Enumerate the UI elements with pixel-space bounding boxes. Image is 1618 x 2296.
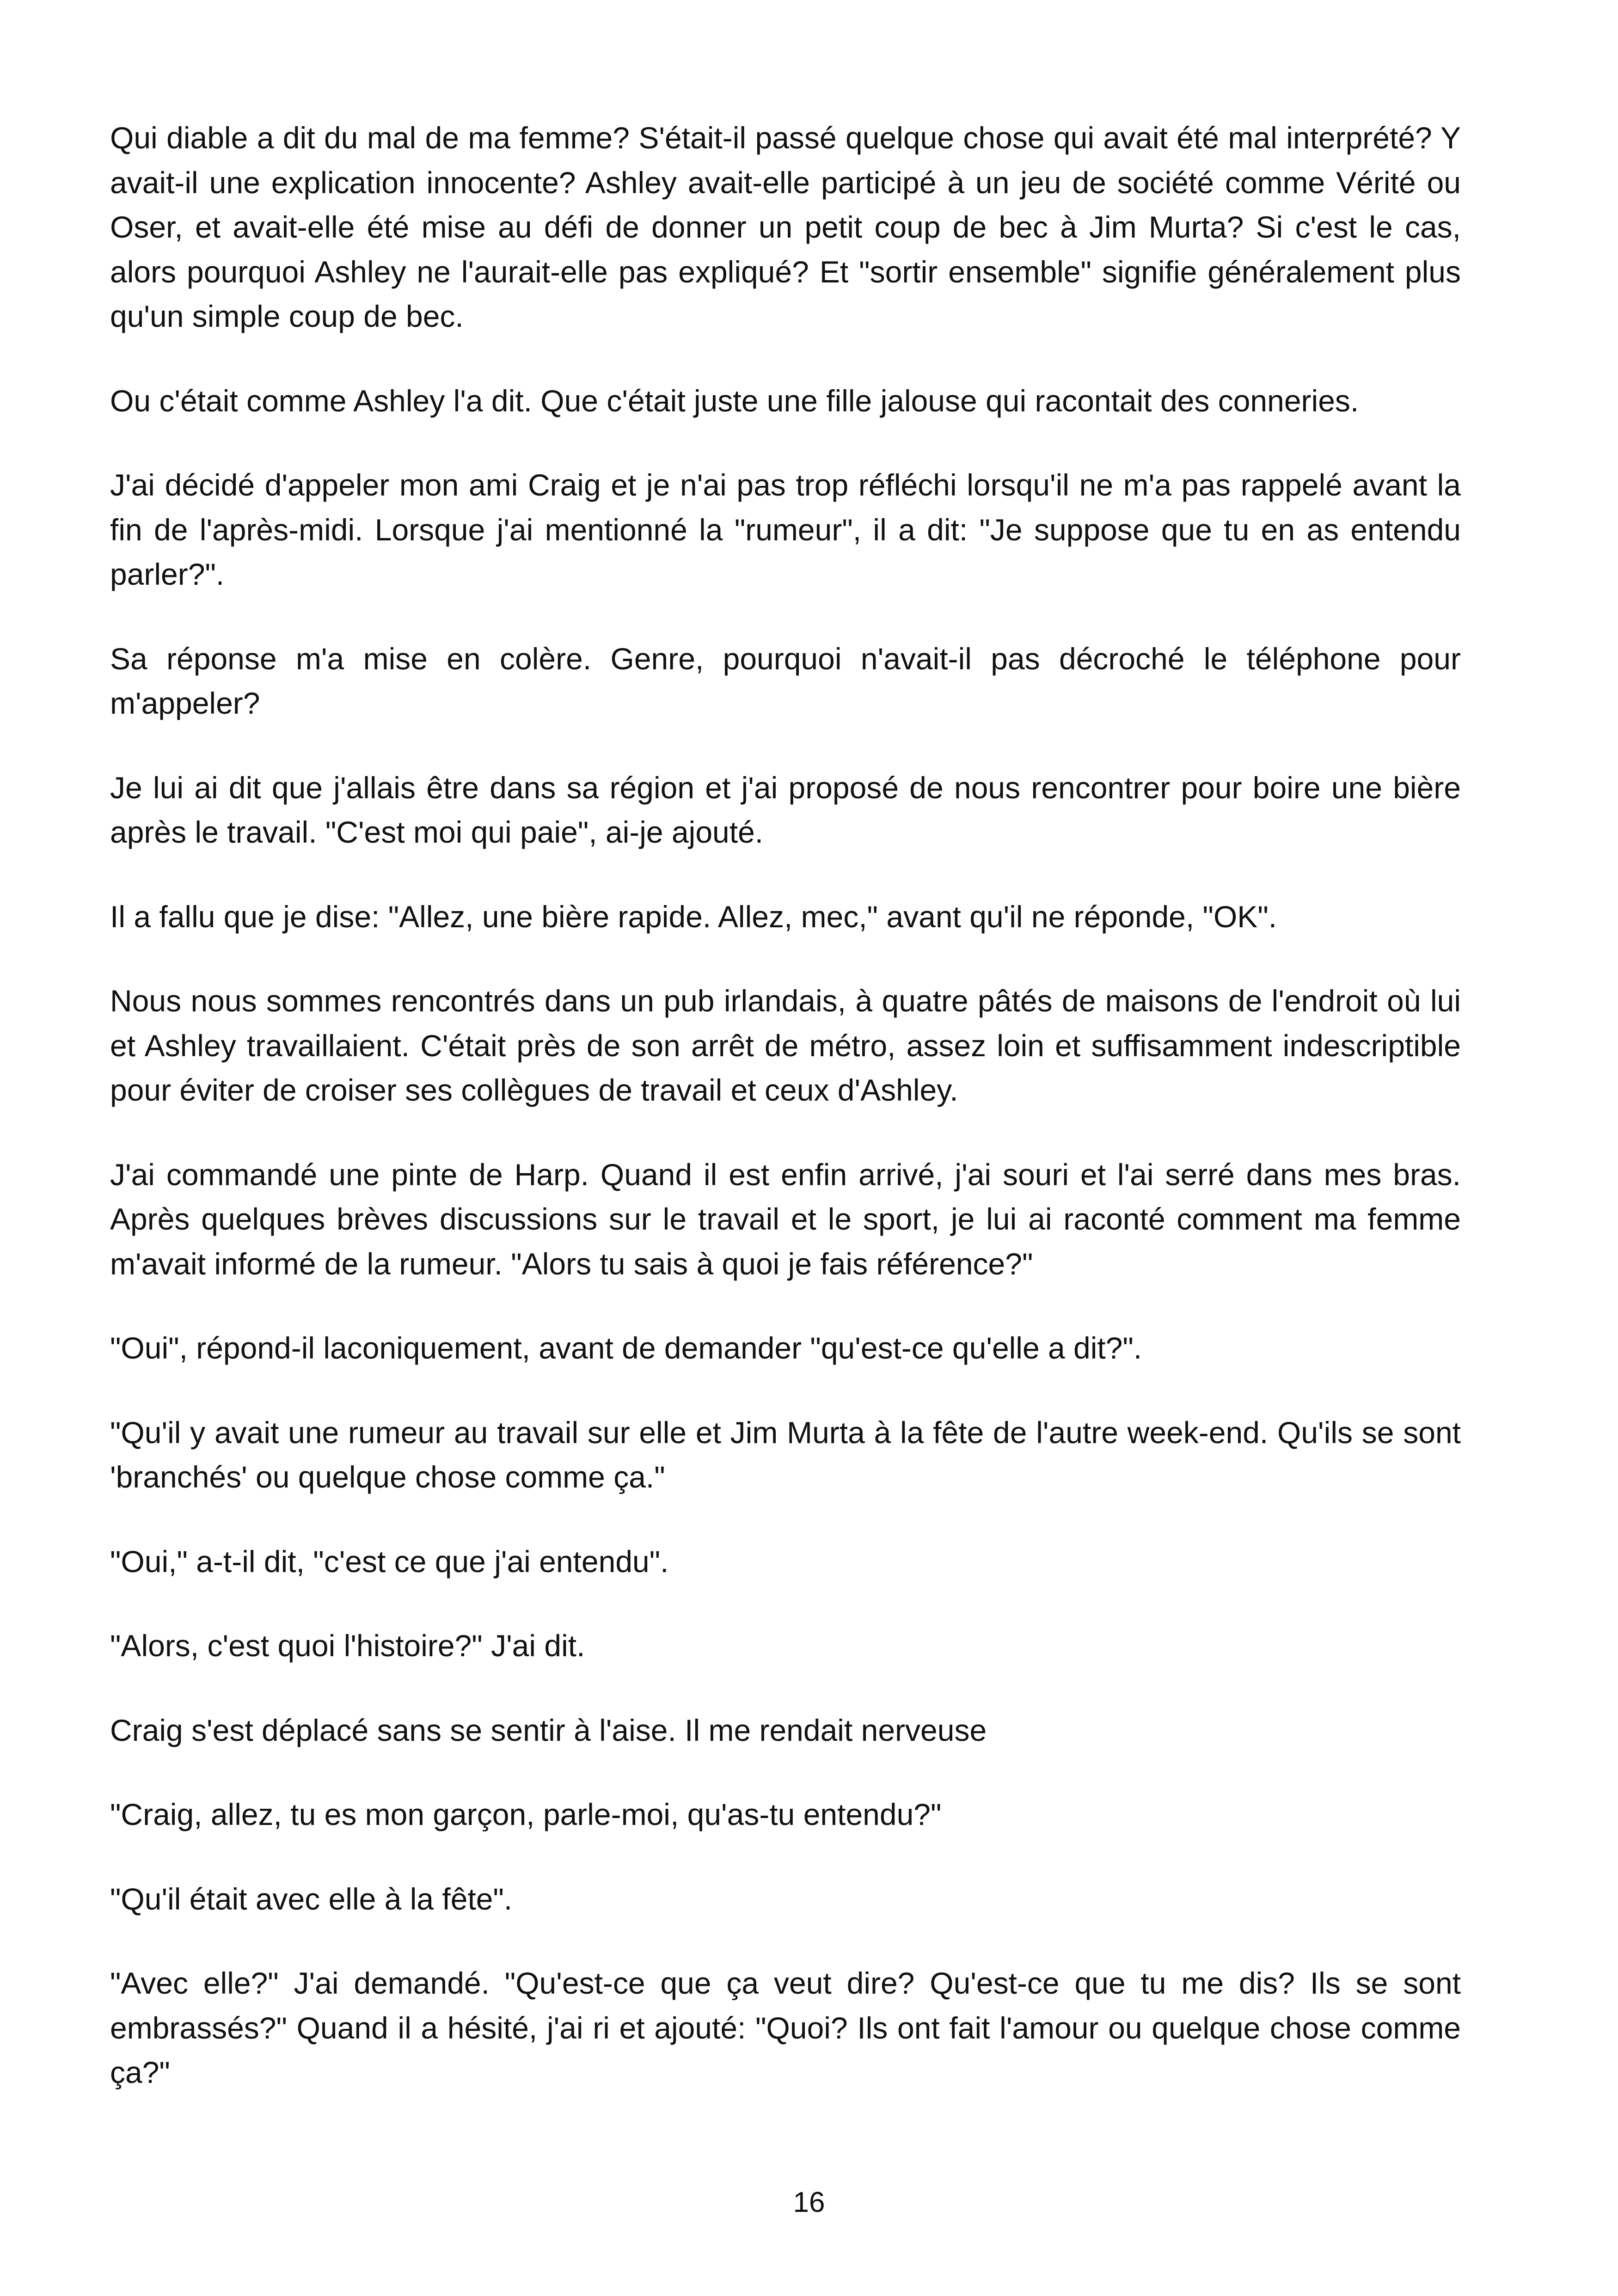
- paragraph-spacer: [110, 1837, 1461, 1877]
- paragraph-spacer: [110, 1752, 1461, 1792]
- paragraph-5: Je lui ai dit que j'allais être dans sa région et j'ai proposé de nous rencontrer pour boire une bière après le travail. "C'est moi qui paie", ai-je ajouté.: [110, 770, 1461, 849]
- paragraph-6: Il a fallu que je dise: "Allez, une bière rapide. Allez, mec," avant qu'il ne réponde, "OK".: [110, 899, 1277, 934]
- paragraph-spacer: [110, 726, 1461, 765]
- paragraph-4: Sa réponse m'a mise en colère. Genre, pourquoi n'avait-il pas décroché le téléphone pour m'appeler?: [110, 641, 1461, 720]
- paragraph-14: "Craig, allez, tu es mon garçon, parle-moi, qu'as-tu entendu?": [110, 1797, 942, 1831]
- paragraph-spacer: [110, 1371, 1461, 1410]
- paragraph-spacer: [110, 1921, 1461, 1961]
- paragraph-1: Qui diable a dit du mal de ma femme? S'était-il passé quelque chose qui avait été mal interprété? Y avait-il une explication innocente? Ashley avait-elle participé à un jeu de société comme Vérité ou Oser, et avait-elle été mise au défi de donner un petit coup de bec à Jim Murta? Si c'est le cas, alors pourquoi Ashley ne l'aurait-elle pas expliqué? Et "sortir ensemble" signifie généralement plus qu'un simple coup de bec.: [110, 121, 1461, 333]
- paragraph-15: "Qu'il était avec elle à la fête".: [110, 1881, 513, 1916]
- paragraph-spacer: [110, 939, 1461, 979]
- paragraph-spacer: [110, 1668, 1461, 1708]
- paragraph-7: Nous nous sommes rencontrés dans un pub irlandais, à quatre pâtés de maisons de l'endroit où lui et Ashley travaillaient. C'était près de son arrêt de métro, assez loin et suffisamment indescriptible pour éviter de croiser ses collègues de travail et ceux d'Ashley.: [110, 984, 1461, 1107]
- paragraph-8: J'ai commandé une pinte de Harp. Quand il est enfin arrivé, j'ai souri et l'ai serré dans mes bras. Après quelques brèves discussions sur le travail et le sport, je lui ai raconté comment ma femme m'avait informé de la rumeur. "Alors tu sais à quoi je fais référence?": [110, 1157, 1461, 1281]
- paragraph-9: "Oui", répond-il laconiquement, avant de demander "qu'est-ce qu'elle a dit?".: [110, 1331, 1142, 1365]
- paragraph-3: J'ai décidé d'appeler mon ami Craig et je n'ai pas trop réfléchi lorsqu'il ne m'a pas rappelé avant la fin de l'après-midi. Lorsque j'ai mentionné la "rumeur", il a dit: "Je suppose que tu en as entendu parler?".: [110, 468, 1461, 591]
- paragraph-spacer: [110, 1286, 1461, 1326]
- paragraph-spacer: [110, 597, 1461, 637]
- paragraph-13: Craig s'est déplacé sans se sentir à l'aise. Il me rendait nerveuse: [110, 1713, 987, 1747]
- paragraph-10: "Qu'il y avait une rumeur au travail sur elle et Jim Murta à la fête de l'autre week-end. Qu'ils se sont 'branchés' ou quelque chose comme ça.": [110, 1415, 1461, 1494]
- document-body: [110, 116, 1461, 2095]
- paragraph-11: "Oui," a-t-il dit, "c'est ce que j'ai entendu".: [110, 1544, 669, 1579]
- paragraph-spacer: [110, 423, 1461, 463]
- paragraph-16: "Avec elle?" J'ai demandé. "Qu'est-ce que ça veut dire? Qu'est-ce que tu me dis? Ils se sont embrassés?" Quand il a hésité, j'ai ri et ajouté: "Quoi? Ils ont fait l'amour ou quelque chose comme ça?": [110, 1966, 1461, 2089]
- paragraph-spacer: [110, 855, 1461, 894]
- paragraph-spacer: [110, 1113, 1461, 1152]
- paragraph-spacer: [110, 1500, 1461, 1539]
- paragraph-12: "Alors, c'est quoi l'histoire?" J'ai dit.: [110, 1629, 585, 1663]
- paragraph-spacer: [110, 1584, 1461, 1623]
- page-number: 16: [793, 2186, 825, 2218]
- paragraph-spacer: [110, 339, 1461, 379]
- paragraph-2: Ou c'était comme Ashley l'a dit. Que c'était juste une fille jalouse qui racontait des conneries.: [110, 383, 1359, 418]
